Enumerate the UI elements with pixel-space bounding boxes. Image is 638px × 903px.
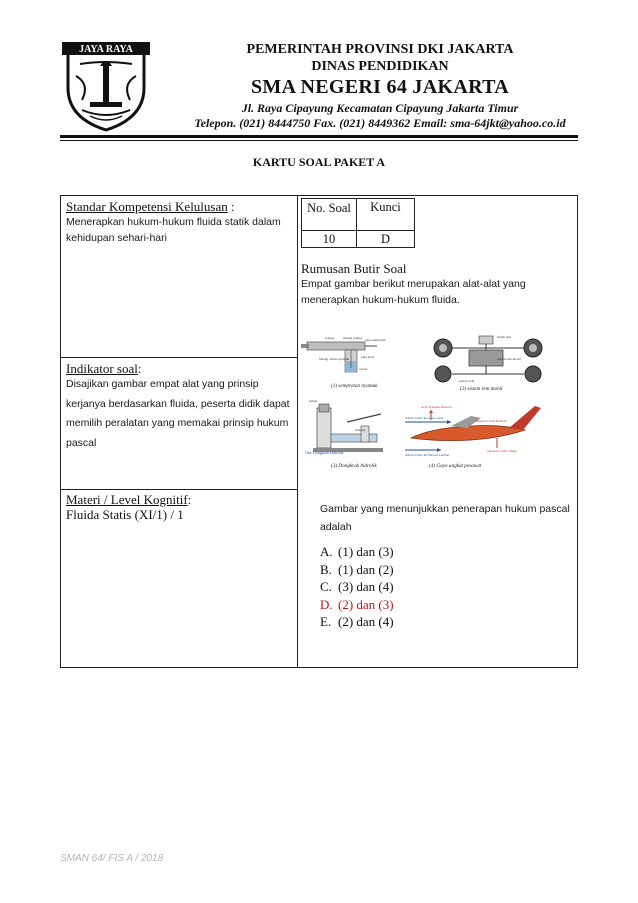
rumusan-label: Rumusan Butir Soal [301,261,407,276]
question-number-table [301,198,415,248]
answer-key: D [357,231,415,248]
indikator-colon: : [137,361,142,376]
sprayer-caption: (1) semprotan nyamuk [331,383,378,389]
lift-label: Tekanan Lebih Rendah [475,419,507,423]
option-a[interactable] [320,543,394,561]
option-text: (2) dan (3) [338,596,394,612]
government-name: PEMERINTAH PROVINSI DKI JAKARTA [246,42,514,57]
sprayer-label: tabung pompa [343,336,363,340]
skl-colon: : [227,199,235,214]
option-letter: C. [320,579,332,594]
jack-label: Gbr. Dongkrak Hidrolik [305,450,344,455]
indikator-text: Disajikan gambar empat alat yang prinsip kerjanya berdasarkan fluida, peserta didik dapat memilih peralatan yang memakai prinsip hukum pascal [66,378,290,449]
header-rule-thick [60,135,578,138]
page-footer: SMAN 64/ FIS A / 2018 [60,853,164,864]
materi-colon: : [187,492,192,507]
materi-value: Fluida Statis (XI/1) / 1 [66,507,184,522]
sprayer-label: pipa kecil [361,355,375,359]
column-divider [297,195,298,668]
sprayer-label: tabung cairan nyamuk [319,357,350,361]
materi-label: Materi / Level Kognitif [66,492,188,507]
row-divider [60,489,298,490]
header-rule-thin [60,140,578,141]
option-letter: D. [320,596,333,612]
department-name: DINAS PENDIDIKAN [311,59,449,74]
sprayer-label: pipa semprotan [365,338,386,342]
option-text: (3) dan (4) [338,579,394,594]
option-text: (1) dan (3) [338,544,394,559]
lift-label: Aliran Udara Ke Atas Cepat [405,416,444,420]
brake-label: fluida rem [497,335,512,339]
lift-label: Tekanan Lebih Tinggi [487,449,517,453]
answer-options [320,543,394,631]
school-name: SMA NEGERI 64 JAKARTA [250,76,510,98]
skl-text: Menerapkan hukum-hukum fluida statik dalam kehidupan sehari-hari [66,216,281,244]
logo-text: JAYA RAYA [79,44,133,55]
row-divider [60,357,298,358]
brake-system-illustration [434,335,542,392]
option-b[interactable] [320,561,394,579]
option-d-correct[interactable] [320,596,394,614]
option-text: (1) dan (2) [338,561,394,577]
materi-heading [66,492,191,508]
option-e[interactable] [320,613,394,631]
skl-label: Standar Kompetensi Kelulusan [66,199,228,214]
airplane-lift-illustration [405,405,541,469]
lift-label: Arah Tekanan Pesawat [421,405,452,409]
jack-label: minyak [355,428,366,432]
rumusan-text: Empat gambar berikut merupakan alat-alat yang menerapkan hukum-hukum fluida. [301,278,526,306]
option-letter: A. [320,544,333,559]
option-letter: E. [320,614,332,629]
card-title: KARTU SOAL PAKET A [252,155,386,169]
skl-heading [66,199,235,215]
lift-label: Aliran Udara Ke Bawah Lambat [405,453,450,457]
kunci-header: Kunci [357,199,415,231]
sprayer-label: cairan [359,367,368,371]
hydraulic-jack-illustration [305,399,383,469]
brake-label: piston roda [459,379,475,383]
jack-caption: (3) Dongkrak hidrolik [331,463,377,469]
fluid-devices-figure [301,330,575,475]
brake-caption: (2) sistem rem mobil [460,386,503,392]
question-number: 10 [302,231,357,248]
no-soal-header: No. Soal [302,199,357,231]
lift-caption: (4) Gaya angkat pesawat [429,463,482,469]
option-letter: B. [320,561,332,577]
school-address: Jl. Raya Cipayung Kecamatan Cipayung Jakarta Timur [241,101,519,115]
jack-label: beban [309,399,318,403]
question-stem: Gambar yang menunjukkan penerapan hukum pascal adalah [320,503,570,533]
option-text: (2) dan (4) [338,614,394,629]
indikator-label: Indikator soal [66,361,138,376]
jakarta-logo [60,40,152,132]
sprayer-illustration [301,336,386,389]
sprayer-label: pompa [325,336,335,340]
brake-label: sistem rem mobil [497,357,521,361]
option-c[interactable] [320,578,394,596]
school-contact: Telepon. (021) 8444750 Fax. (021) 8449362 Email: sma-64jkt@yahoo.co.id [194,116,566,130]
